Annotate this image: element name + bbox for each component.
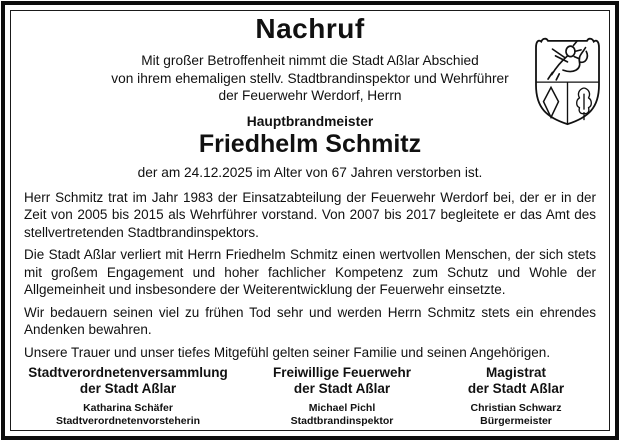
aslar-coat-of-arms-icon <box>530 34 605 128</box>
signatures-row <box>24 365 596 427</box>
obituary-paragraph: Wir bedauern seinen viel zu frühen Tod sehr und werden Herrn Schmitz stets ein ehrendes Andenken bewahren. <box>24 304 596 337</box>
org-name-line: der Stadt Aßlar <box>467 380 565 396</box>
org-name-line: Magistrat <box>485 365 546 380</box>
signer-name: Katharina Schäfer <box>83 402 173 414</box>
signer-block <box>252 402 432 427</box>
signer-role: Stadtverordnetenvorsteherin <box>55 414 201 427</box>
org-name-line: der Stadt Aßlar <box>293 380 391 396</box>
signer-block <box>24 402 232 427</box>
rank-title: Hauptbrandmeister <box>246 113 374 129</box>
obituary-paragraph: Unsere Trauer und unser tiefes Mitgefühl gelten seiner Familie und seinen Angehörigen. <box>24 344 551 360</box>
org-name-line: Stadtverordnetenversammlung <box>28 365 228 380</box>
intro-line: der Feuerwehr Werdorf, Herrn <box>218 88 402 103</box>
signer-role: Stadtbrandinspektor <box>290 414 394 427</box>
signer-name: Michael Pichl <box>308 402 376 414</box>
intro-line: Mit großer Betroffenheit nimmt die Stadt Aßlar Abschied <box>141 53 479 68</box>
org-name-line: der Stadt Aßlar <box>79 380 177 396</box>
signer-name: Christian Schwarz <box>470 402 562 414</box>
signer-block <box>436 402 596 427</box>
obituary-paragraph: Die Stadt Aßlar verliert mit Herrn Friedhelm Schmitz einen wertvollen Menschen, der sich stets mit großem Engagement und hoher fachlicher Kompetenz zum Schutz und Wohle der Allgemeinheit und insbesondere der Weiterentwicklung der Feuerwehr einsetzte. <box>24 247 596 297</box>
intro-text <box>24 52 596 105</box>
deceased-name: Friedhelm Schmitz <box>198 129 422 158</box>
signature-column-fire-brigade <box>252 365 432 427</box>
signer-role: Bürgermeister <box>480 414 552 427</box>
signature-column-city-council <box>24 365 232 427</box>
notice-content <box>24 12 596 431</box>
signature-column-magistrate <box>436 365 596 427</box>
org-name-line: Freiwillige Feuerwehr <box>272 365 412 380</box>
death-date-line: der am 24.12.2025 im Alter von 67 Jahren verstorben ist. <box>137 164 483 180</box>
intro-line: von ihrem ehemaligen stellv. Stadtbrandinspektor und Wehrführer <box>111 70 509 86</box>
obituary-body <box>24 189 596 362</box>
notice-title: Nachruf <box>255 13 365 44</box>
obituary-paragraph: Herr Schmitz trat im Jahr 1983 der Einsatzabteilung der Feuerwehr Werdorf bei, der er in der Zeit von 2005 bis 2015 als Wehrführer vorstand. Von 2007 bis 2017 begleitete er das Amt des stellvertretenden Stadtbrandinspektors. <box>24 189 596 240</box>
